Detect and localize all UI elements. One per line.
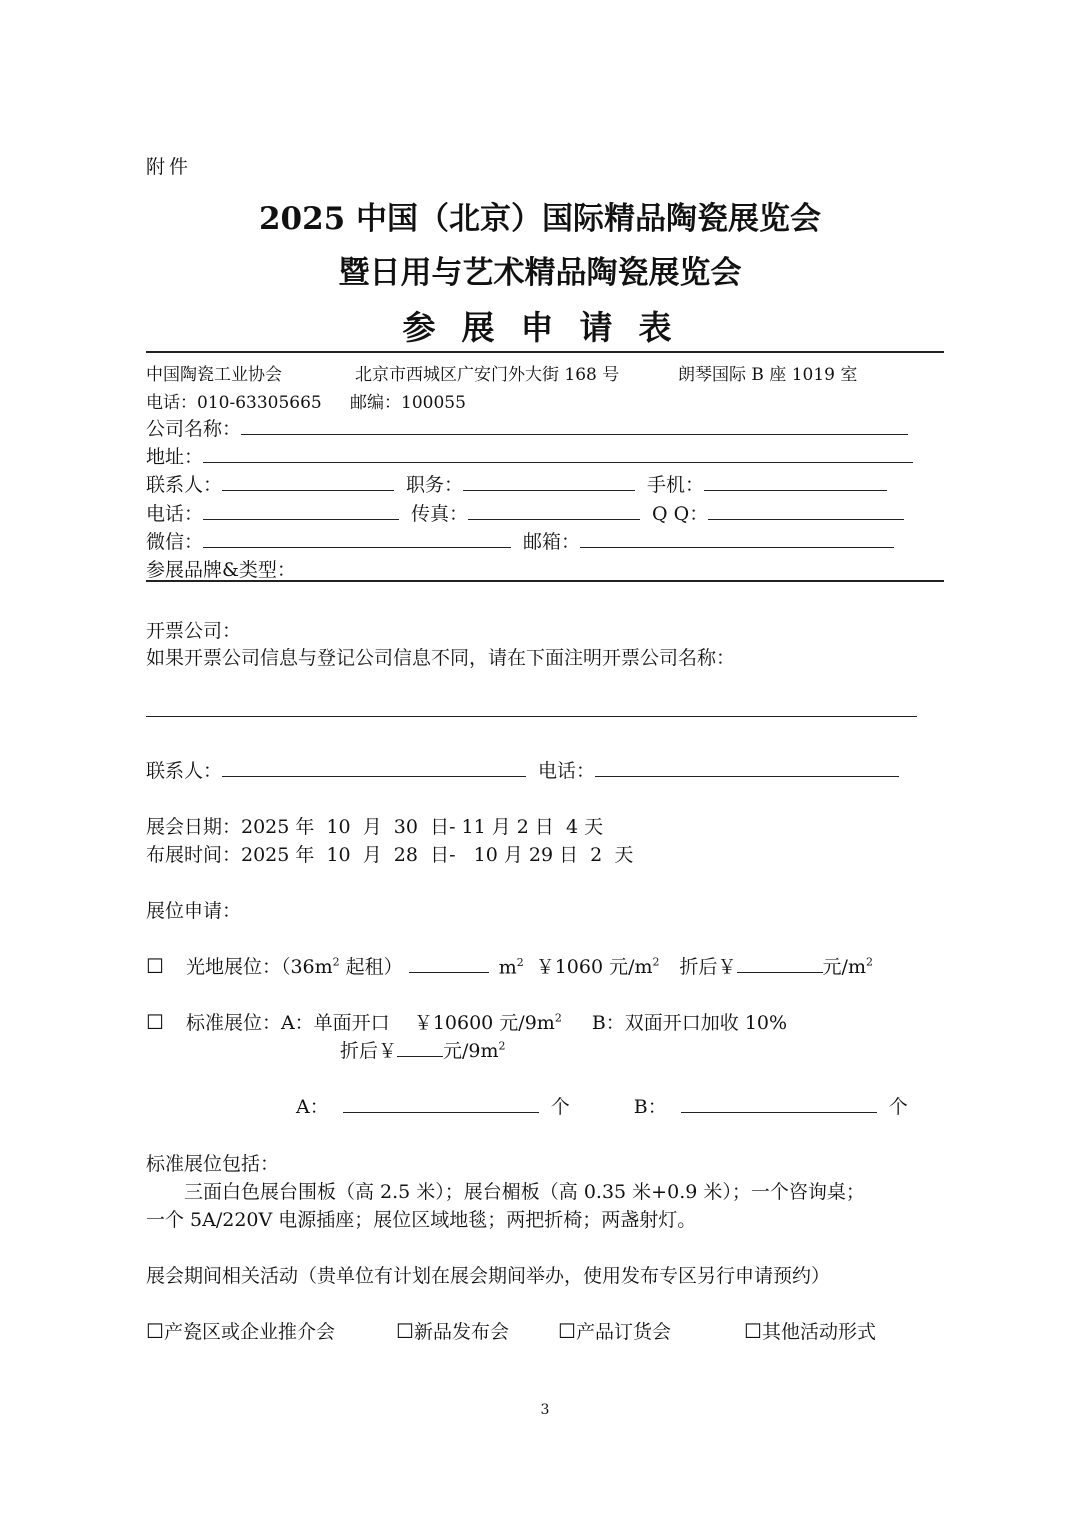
phone-field[interactable] [203, 501, 399, 520]
qq-label: Q Q： [652, 503, 709, 525]
count-b-label: B： [633, 1096, 667, 1118]
organizer-postcode: 邮编：100055 [350, 393, 466, 413]
setup-dates: 布展时间：2025 年 10 月 28 日- 10 月 29 日 2 天 [146, 844, 634, 866]
standard-discount-field[interactable] [397, 1038, 443, 1057]
brand-label: 参展品牌&类型： [146, 559, 296, 581]
activity-option-other[interactable] [744, 1317, 876, 1344]
invoice-label: 开票公司： [146, 620, 242, 642]
standard-booth-row [146, 1008, 787, 1035]
invoice-phone-field[interactable] [595, 758, 899, 777]
activity-option-label: 新品发布会 [413, 1321, 509, 1343]
qq-field[interactable] [708, 501, 904, 520]
address-row [146, 442, 913, 469]
wechat-row [146, 527, 894, 554]
activity-option-label: 其他活动形式 [761, 1321, 876, 1343]
raw-space-checkbox[interactable]: ☐ [146, 954, 164, 978]
raw-space-discount-unit: 元$/m^2$ [822, 955, 873, 978]
standard-includes-line-2: 一个 5A/220V 电源插座；展位区域地毯；两把折椅；两盏射灯。 [146, 1209, 697, 1231]
activity-checkbox[interactable]: ☐ [396, 1319, 414, 1343]
organizer-phone: 电话：010-63305665 [146, 393, 322, 413]
activity-option-label: 产品订货会 [575, 1321, 671, 1343]
activities-label: 展会期间相关活动（贵单位有计划在展会期间举办，使用发布专区另行申请预约） [146, 1265, 831, 1287]
fax-field[interactable] [468, 501, 640, 520]
company-row [146, 414, 908, 441]
count-a-unit: 个 [550, 1096, 570, 1118]
fax-label: 传真： [411, 503, 469, 525]
count-b-field[interactable] [681, 1094, 877, 1113]
invoice-contact-label: 联系人： [146, 760, 223, 782]
form-bottom-divider [146, 580, 944, 582]
standard-booth-b-option: B：双面开口加收 10% [591, 1012, 788, 1034]
position-label: 职务： [406, 474, 464, 496]
company-label: 公司名称： [146, 418, 242, 440]
page-number: 3 [540, 1402, 550, 1418]
organizer-name: 中国陶瓷工业协会 [146, 365, 282, 385]
organizer-address: 北京市西城区广安门外大街 168 号 [355, 365, 620, 385]
standard-discount-label: 折后￥ [340, 1040, 398, 1062]
contact-label: 联系人： [146, 474, 223, 496]
raw-space-discount-field[interactable] [737, 954, 823, 973]
invoice-company-field[interactable] [146, 716, 917, 717]
invoice-phone-label: 电话： [538, 760, 596, 782]
phone-row [146, 499, 904, 526]
invoice-contact-row [146, 756, 899, 783]
address-label: 地址： [146, 446, 204, 468]
wechat-label: 微信： [146, 531, 204, 553]
contact-row [146, 470, 887, 497]
count-a-label: A： [296, 1096, 329, 1118]
raw-space-unit: $m^2$ [498, 955, 524, 978]
activity-checkbox[interactable]: ☐ [146, 1319, 164, 1343]
standard-discount-unit: 元$/9m^2$ [443, 1039, 506, 1062]
contact-field[interactable] [222, 472, 394, 491]
standard-booth-label: 标准展位：A：单面开口 ￥10600 元$/9m^2$ [185, 1011, 562, 1034]
attachment-label: 附件 [146, 156, 193, 178]
mobile-field[interactable] [704, 472, 887, 491]
raw-space-price: ￥1060 元$/m^2$ [535, 955, 660, 978]
count-a-field[interactable] [343, 1094, 539, 1113]
standard-includes-line-1: 三面白色展台围板（高 2.5 米）；展台楣板（高 0.35 米+0.9 米）；一个咨询桌； [184, 1181, 865, 1203]
raw-space-label: 光地展位：（$36m^2$ 起租） [185, 955, 403, 978]
company-field[interactable] [241, 416, 908, 435]
raw-space-area-field[interactable] [409, 954, 489, 973]
top-divider [146, 351, 944, 353]
count-b-unit: 个 [888, 1096, 908, 1118]
activity-option-order-fair[interactable] [558, 1317, 671, 1344]
booth-count-row [296, 1092, 908, 1119]
email-label: 邮箱： [523, 531, 581, 553]
organizer-room: 朗琴国际 B 座 1019 室 [678, 365, 858, 385]
mobile-label: 手机： [647, 474, 705, 496]
address-field[interactable] [203, 444, 913, 463]
title-line-2: 暨日用与艺术精品陶瓷展览会 [338, 255, 742, 291]
activity-option-launch[interactable] [396, 1317, 509, 1344]
exhibition-dates: 展会日期：2025 年 10 月 30 日- 11 月 2 日 4 天 [146, 816, 604, 838]
email-field[interactable] [580, 529, 894, 548]
wechat-field[interactable] [203, 529, 511, 548]
activity-checkbox[interactable]: ☐ [744, 1319, 762, 1343]
standard-includes-label: 标准展位包括： [146, 1153, 280, 1175]
activity-checkbox[interactable]: ☐ [558, 1319, 576, 1343]
position-field[interactable] [463, 472, 635, 491]
standard-booth-checkbox[interactable]: ☐ [146, 1010, 164, 1034]
standard-discount-row [340, 1036, 506, 1063]
invoice-contact-field[interactable] [222, 758, 526, 777]
invoice-note: 如果开票公司信息与登记公司信息不同，请在下面注明开票公司名称： [146, 647, 736, 669]
raw-space-row [146, 952, 873, 979]
title-line-1: 2025 中国（北京）国际精品陶瓷展览会 [258, 201, 822, 237]
raw-space-discount-label: 折后￥ [679, 956, 737, 978]
phone-label: 电话： [146, 503, 204, 525]
title-line-3: 参展申请表 [402, 308, 698, 347]
activity-option-promotion[interactable] [146, 1317, 335, 1344]
activity-option-label: 产瓷区或企业推介会 [163, 1321, 335, 1343]
booth-apply-label: 展位申请： [146, 900, 242, 922]
